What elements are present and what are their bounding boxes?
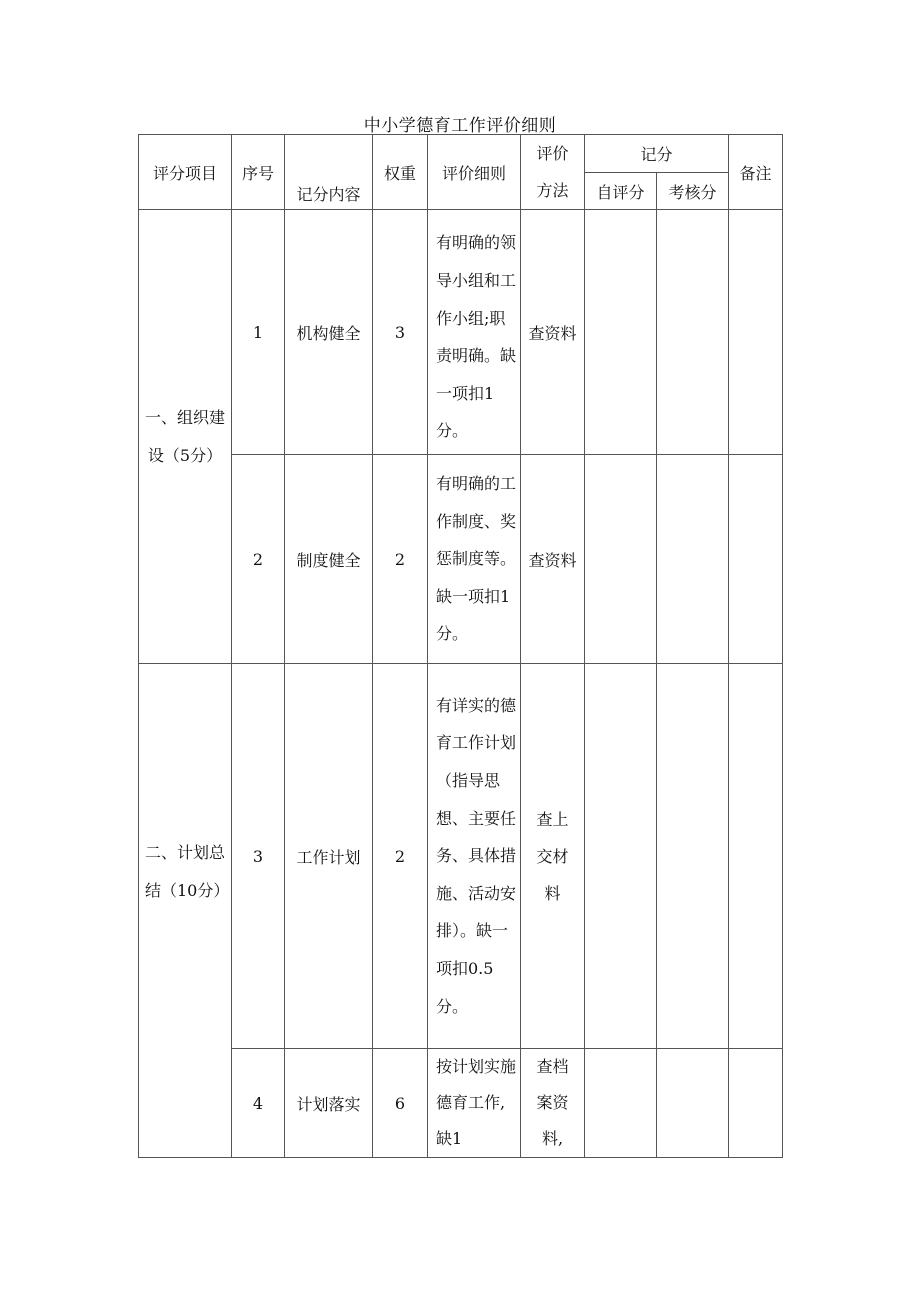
row-detail: 按计划实施德育工作,缺1 xyxy=(428,1049,521,1158)
header-method: 评价方法 xyxy=(521,135,585,210)
row-remark[interactable] xyxy=(729,210,783,455)
row-weight: 2 xyxy=(373,455,428,664)
row-review-score[interactable] xyxy=(657,455,729,664)
table-row xyxy=(139,455,783,664)
table-row xyxy=(139,210,783,455)
section-name: 一、组织建设（5分） xyxy=(139,210,232,664)
row-self-score[interactable] xyxy=(585,210,657,455)
row-no: 2 xyxy=(232,455,285,664)
row-review-score[interactable] xyxy=(657,1049,729,1158)
header-no: 序号 xyxy=(232,135,285,210)
row-self-score[interactable] xyxy=(585,664,657,1049)
header-self-score: 自评分 xyxy=(585,173,657,210)
row-review-score[interactable] xyxy=(657,664,729,1049)
row-remark[interactable] xyxy=(729,455,783,664)
evaluation-table xyxy=(138,134,783,1158)
header-score: 记分 xyxy=(585,135,729,173)
table-row xyxy=(139,1049,783,1158)
header-review-score: 考核分 xyxy=(657,173,729,210)
table-row xyxy=(139,664,783,1049)
row-detail: 有明确的工作制度、奖惩制度等。缺一项扣1分。 xyxy=(428,455,521,664)
header-weight: 权重 xyxy=(373,135,428,210)
row-no: 1 xyxy=(232,210,285,455)
row-method: 查上交材料 xyxy=(521,664,585,1049)
header-remark: 备注 xyxy=(729,135,783,210)
document-title: 中小学德育工作评价细则 xyxy=(363,116,557,136)
header-content: 记分内容 xyxy=(285,135,373,210)
row-method: 查资料 xyxy=(521,455,585,664)
row-no: 4 xyxy=(232,1049,285,1158)
row-content: 工作计划 xyxy=(285,664,373,1049)
section-name: 二、计划总结（10分） xyxy=(139,664,232,1158)
header-item: 评分项目 xyxy=(139,135,232,210)
row-weight: 2 xyxy=(373,664,428,1049)
row-remark[interactable] xyxy=(729,1049,783,1158)
row-self-score[interactable] xyxy=(585,1049,657,1158)
row-method: 查资料 xyxy=(521,210,585,455)
row-detail: 有详实的德育工作计划（指导思想、主要任务、具体措施、活动安排）。缺一项扣0.5 分。 xyxy=(428,664,521,1049)
row-weight: 3 xyxy=(373,210,428,455)
row-content: 计划落实 xyxy=(285,1049,373,1158)
row-review-score[interactable] xyxy=(657,210,729,455)
row-content: 机构健全 xyxy=(285,210,373,455)
row-weight: 6 xyxy=(373,1049,428,1158)
row-detail: 有明确的领导小组和工作小组;职责明确。缺一项扣1分。 xyxy=(428,210,521,455)
row-content: 制度健全 xyxy=(285,455,373,664)
row-self-score[interactable] xyxy=(585,455,657,664)
row-remark[interactable] xyxy=(729,664,783,1049)
row-no: 3 xyxy=(232,664,285,1049)
row-method: 查档案资料, xyxy=(521,1049,585,1158)
header-row xyxy=(139,135,783,173)
header-detail: 评价细则 xyxy=(428,135,521,210)
